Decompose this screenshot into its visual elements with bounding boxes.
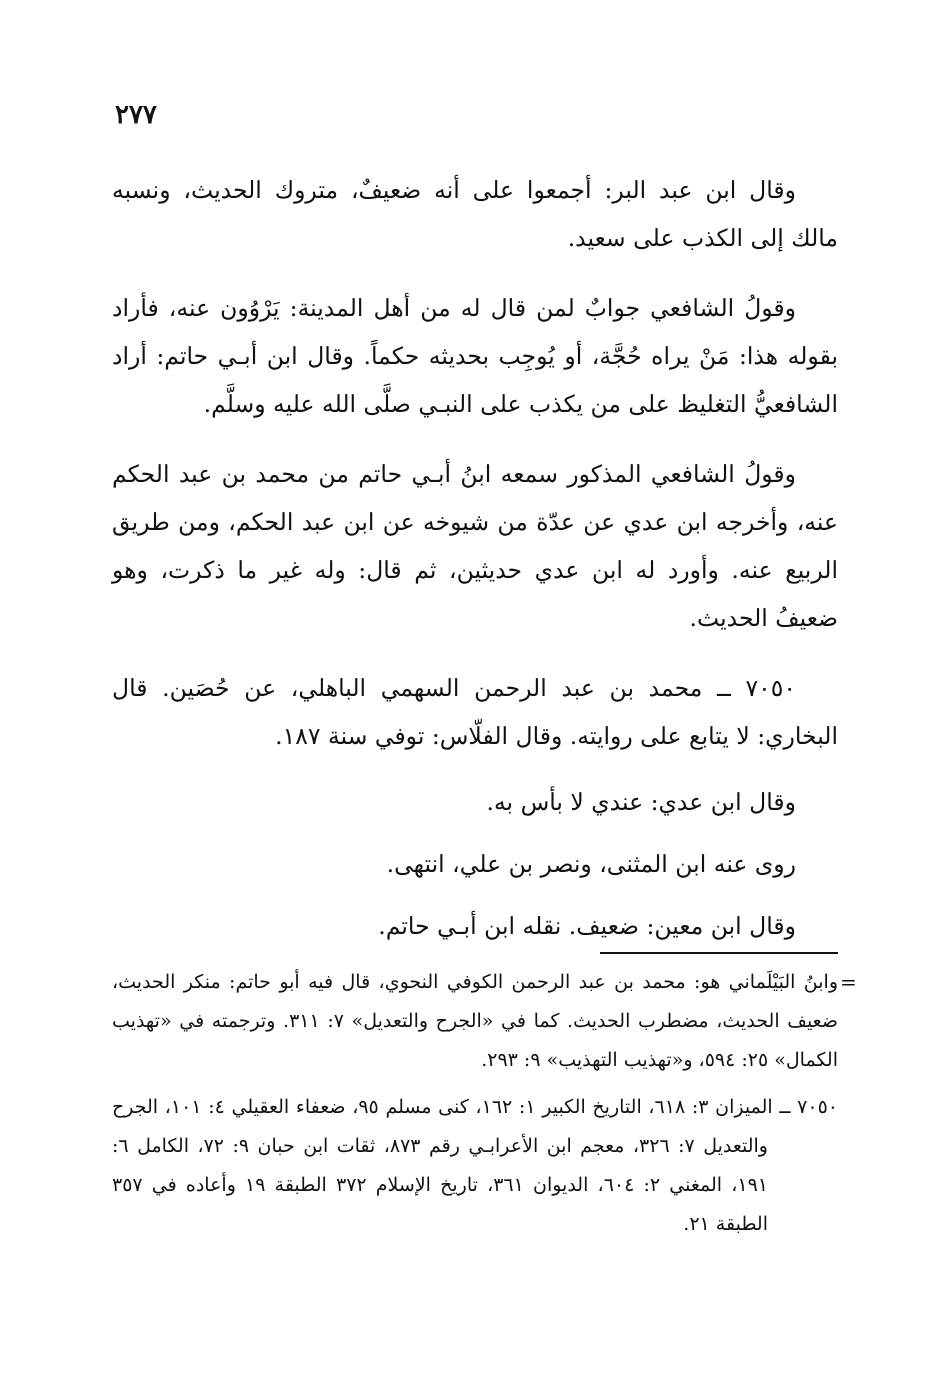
page-number: ٢٧٧ — [115, 100, 157, 130]
paragraph-1: وقال ابن عبد البر: أجمعوا على أنه ضعيفٌ، متروك الحديث، ونسبه مالك إلى الكذب على سعيد. — [112, 176, 838, 252]
footnote-continuation-mark: = — [840, 970, 857, 994]
paragraph-5: وقال ابن عدي: عندي لا بأس به. — [486, 788, 796, 816]
paragraph-7: وقال ابن معين: ضعيف. نقله ابن أبـي حاتم. — [378, 912, 796, 940]
paragraph-2: وقولُ الشافعي جوابٌ لمن قال له من أهل المدينة: يَرْوُون عنه، فأراد بقوله هذا: مَنْ يراه حُجَّة، أو يُوجِب بحديثه حكماً. وقال ابن أبـي حاتم: أراد الشافعيُّ التغليظ على من يكذب على النبـي صلَّى الله عليه وسلَّم. — [112, 294, 838, 418]
footnotes — [112, 963, 838, 1244]
paragraph-3: وقولُ الشافعي المذكور سمعه ابنُ أبـي حاتم من محمد بن عبد الحكم عنه، وأخرجه ابن عدي عن عدّة من شيوخه عن ابن عبد الحكم، ومن طريق الربيع عنه. وأورد له ابن عدي حديثين، ثم قال: وله غير ما ذكرت، وهو ضعيفُ الحديث. — [112, 460, 838, 632]
main-text — [112, 166, 838, 950]
footnote-divider — [600, 952, 838, 954]
paragraph-entry-7050: ٧٠٥٠ ــ محمد بن عبد الرحمن السهمي الباهلي، عن حُصَين. قال البخاري: لا يتابع على روايته. وقال الفلّاس: توفي سنة ١٨٧. — [112, 674, 838, 750]
footnote-7050: ٧٠٥٠ ــ الميزان ٣: ٦١٨، التاريخ الكبير ١: ١٦٢، كنى مسلم ٩٥، ضعفاء العقيلي ٤: ١٠١، الجرح والتعديل ٧: ٣٢٦، معجم ابن الأعرابـي رقم ٨٧٣، ثقات ابن حبان ٩: ٧٢، الكامل ٦: ١٩١، المغني ٢: ٦٠٤، الديوان ٣٦١، تاريخ الإسلام ٣٧٢ الطبقة ١٩ وأعاده في ٣٥٧ الطبقة ٢١. — [112, 1096, 838, 1235]
footnote-1: وابنُ البَيْلَماني هو: محمد بن عبد الرحمن الكوفي النحوي، قال فيه أبو حاتم: منكر الحديث، ضعيف الحديث، مضطرب الحديث. كما في «الجرح والتعديل» ٧: ٣١١. وترجمته في «تهذيب الكمال» ٢٥: ٥٩٤، و«تهذيب التهذيب» ٩: ٢٩٣. — [112, 971, 838, 1071]
paragraph-6: روى عنه ابن المثنى، ونصر بن علي، انتهى. — [386, 850, 796, 878]
